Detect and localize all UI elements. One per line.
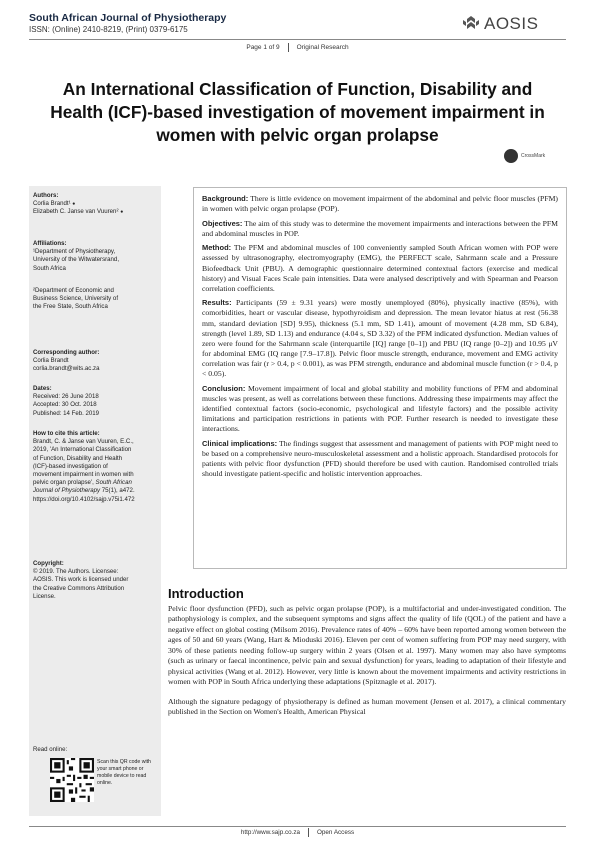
publisher-logo <box>462 14 538 34</box>
abstract-objectives: Objectives: The aim of this study was to determine the movement impairments and interactions between the PFM and abdominal muscles in POP. <box>202 218 558 238</box>
orcid-icon[interactable]: ● <box>120 209 124 216</box>
affiliations-block <box>33 240 157 311</box>
header-rule <box>29 39 566 40</box>
copyright-heading: Copyright: <box>33 560 64 567</box>
affiliations-heading: Affiliations: <box>33 240 67 247</box>
journal-name: South African Journal of Physiotherapy <box>29 12 227 24</box>
crossmark-icon <box>504 149 518 163</box>
corresponding-block <box>33 349 157 374</box>
issn: ISSN: (Online) 2410-8219, (Print) 0379-6175 <box>29 25 188 34</box>
dates-heading: Dates: <box>33 385 52 392</box>
page-info-divider <box>288 43 289 52</box>
corresponding-email[interactable]: corlia.brandt@wits.ac.za <box>33 365 100 373</box>
crossmark-badge[interactable] <box>504 149 545 163</box>
qr-instructions: Scan this QR code with your smart phone or mobile device to read online. <box>97 759 151 786</box>
logo-text: AOSIS <box>484 14 539 33</box>
abstract-method: Method: The PFM and abdominal muscles of 100 conveniently sampled South African women with POP were assessed by ultrasonography, electromyography (EMG), the PERFECT scale, Sahrmann scale and a Pressure Biofeedback Unit (PBU). A demographic questionnaire determined contextual factors (exercise and medical history) and Visual Faces Scale pain intensities. Data were analysed descriptively and with Spearman and Pearson correlation coefficients. <box>202 243 558 293</box>
page-footer <box>0 828 595 837</box>
footer-divider <box>308 828 309 837</box>
read-online-heading: Read online: <box>33 746 68 753</box>
authors-block <box>33 192 157 217</box>
journal-url[interactable]: http://www.sajp.co.za <box>240 829 301 836</box>
footer-rule <box>29 826 566 827</box>
corresponding-name: Corlia Brandt <box>33 357 69 365</box>
page-number: Page 1 of 9 <box>246 44 280 51</box>
corresponding-heading: Corresponding author: <box>33 349 100 356</box>
date-received: Received: 26 June 2018 <box>33 393 99 401</box>
date-published: Published: 14 Feb. 2019 <box>33 409 100 417</box>
date-accepted: Accepted: 30 Oct. 2018 <box>33 401 97 409</box>
page-info <box>0 43 595 52</box>
affiliation-2: ²Department of Economic and Business Science, University of the Free State, South Africa <box>33 286 119 311</box>
author-1: Corlia Brandt¹ ● <box>33 200 76 208</box>
abstract-conclusion: Conclusion: Movement impairment of local and global stability and mobility functions of PFM and abdominal muscles was present, as well as correlations between these functions. Addressing these impairments may affect the identified contextual factors (socio-economic, psychological and lifestyle factors) and the possible activity limitations and participation restrictions in patients with POP. Further research is needed to investigate these interactions. <box>202 383 559 433</box>
aosis-logo-icon <box>462 15 480 33</box>
abstract-box <box>193 187 567 569</box>
qr-code-icon[interactable] <box>50 758 94 802</box>
crossmark-label: CrossMark <box>521 153 546 159</box>
orcid-icon[interactable]: ● <box>72 201 76 208</box>
authors-heading: Authors: <box>33 192 59 199</box>
citation-block <box>33 430 137 504</box>
abstract-results: Results: Participants (59 ± 9.31 years) were mostly unemployed (80%), physically inactive (85%), with comorbidities, heart or vascular disease, hypothyroidism and depression. The mean levator hiatus at rest (56.38 mm, standard deviation [SD] 9.95), thickness (5.1 mm, SD 1.41), amount of movement (4.28 mm, SD 6.84), strength (level 1.89, SD 1.13) and endurance (4.04 s, SD 3.32) of the PFM indicated dysfunction. Median values of zero were found for the Sahrmann scale (interquartile [IQ] range [0–1]) and PBU (IQ range [0–2]) and 10.95 μV for abdominal EMG (IQ range [7.9–17.8]). Pelvic floor muscle strength, endurance, movement and EMG activity correlation was fair (r > 0.4, p < 0.001), as was PFM strength, endurance and abdominal muscle function (r > 0.4, p < 0.05). <box>202 298 558 378</box>
intro-paragraph-2: Although the signature pedagogy of physiotherapy is defined as human movement (Jensen et al. 2017), a clinical commentary published in the Section on Women's Health, American Physical <box>168 696 566 717</box>
copyright-text: © 2019. The Authors. Licensee: AOSIS. This work is licensed under the Creative Commons Attribution License. <box>33 568 129 600</box>
article-title: An International Classification of Function, Disability and Health (ICF)-based investigation of movement impairment in women with pelvic organ prolapse <box>50 79 545 145</box>
intro-paragraph-1: Pelvic floor dysfunction (PFD), such as pelvic organ prolapse (POP), is a multifactorial and under-investigated condition. The pathophysiology is complex, and the subsequent symptoms and signs affect the quality of life (QOL) of the patient and have a negative effect on global costing (Milsom 2016). Prevalence rates of 40% – 60% have been reported among women between the ages of 50 and 60 years (Wang, Hart & Mioduski 2016). Eleven per cent of women suffering from POP may need surgery, with 30% of these patients needing follow-up surgery within 2 years (Olsen et al. 1997). Many women may also have symptoms (such as urinary or faecal incontinence, pelvic pain and sexual dysfunction) for years, leading to adaptation of their lifestyle and physical activities (Wang et al. 2012). However, very little is known about the movement impairments and activity restrictions in women with POP in South Africa underlying these adaptations (Spitznagle et al. 2017). <box>168 604 566 687</box>
affiliation-1: ¹Department of Physiotherapy, University of the Witwatersrand, South Africa <box>33 248 120 272</box>
open-access-label: Open Access <box>317 829 355 836</box>
abstract-clinical-implications: Clinical implications: The findings suggest that assessment and management of patients with POP might need to be based on a comprehensive neuro-musculoskeletal assessment and a holistic approach. Standardised protocols for patients with pelvic floor dysfunction (PFD) should therefore be used with caution. Randomised controlled trials should investigate patient-specific and holistic intervention approaches. <box>202 438 558 478</box>
introduction-heading: Introduction <box>168 586 244 601</box>
citation-heading: How to cite this article: <box>33 430 100 437</box>
citation-text: Brandt, C. & Janse van Vuuren, E.C., 2019, 'An International Classification of Function, Disability and Health (ICF)-based investigation of movement impairment in women with pelvic organ prolapse', South African Journal of Physiotherapy 75(1), a472. https://doi.org/10.4102/sajp.v75i1.472 <box>33 438 135 503</box>
introduction-body <box>168 604 566 727</box>
author-2: Elizabeth C. Janse van Vuuren² ● <box>33 208 124 216</box>
abstract-background: Background: There is little evidence on movement impairment of the abdominal and pelvic floor muscles (PFM) in women with pelvic organ prolapse (POP). <box>202 194 558 214</box>
dates-block <box>33 385 157 418</box>
article-section: Original Research <box>296 44 349 51</box>
copyright-block <box>33 560 133 601</box>
